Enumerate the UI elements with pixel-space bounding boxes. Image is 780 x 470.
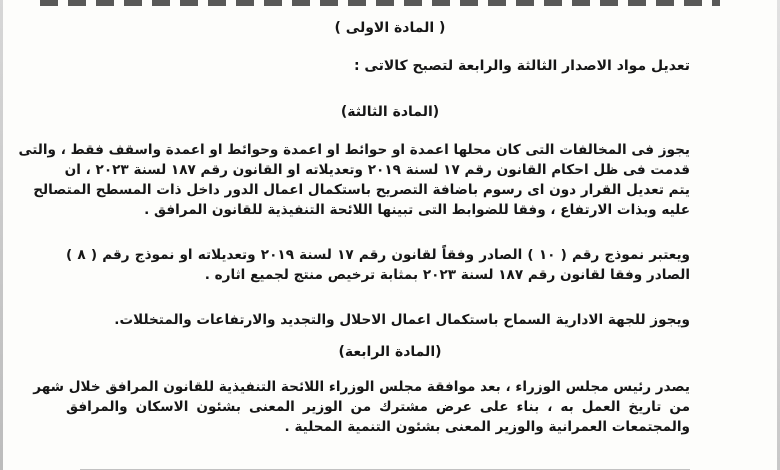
article-3-line-1: يجوز فى المخالفات التى كان محلها اعمدة او حوائط او اعمدة وحوائط او اعمدة واسقف فقط ، والتى <box>18 142 690 158</box>
admin-line: ويجوز للجهة الادارية السماح باستكمال اعمال الاحلال والتجديد والارتفاعات والمتخللات. <box>114 312 690 328</box>
article-3-line-3: يتم تعديل القرار دون اى رسوم باضافة التصريح باستكمال اعمال الدور داخل ذات المسطح المتصالح <box>33 182 690 198</box>
article-3-line-2: قدمت فى ظل احكام القانون رقم ١٧ لسنة ٢٠١٩ وتعديلاته او القانون رقم ١٨٧ لسنة ٢٠٢٣ ، ان <box>64 162 690 178</box>
article-4-line-1: يصدر رئيس مجلس الوزراء ، بعد موافقة مجلس الوزراء اللائحة التنفيذية للقانون المرافق خلال شهر <box>33 379 690 395</box>
intro-line: تعديل مواد الاصدار الثالثة والرابعة لتصبح كالاتى : <box>353 58 690 74</box>
top-border <box>40 0 720 6</box>
article-3-heading: (المادة الثالثة) <box>340 104 440 120</box>
article-1-heading: ( المادة الاولى ) <box>334 20 446 36</box>
model-line-2: الصادر وفقا لقانون رقم ١٨٧ لسنة ٢٠٢٣ بمثابة ترخيص منتج لجميع اثاره . <box>204 267 690 283</box>
left-scan-edge <box>0 0 3 470</box>
article-4-line-3: والمجتمعات العمرانية والوزير المعنى بشئون التنمية المحلية . <box>284 419 690 435</box>
model-line-1: ويعتبر نموذج رقم ( ١٠ ) الصادر وفقاً لقانون رقم ١٧ لسنة ٢٠١٩ وتعديلاته او نموذج رقم ( ٨ ) <box>66 247 691 263</box>
article-4-line-2: من تاريخ العمل به ، بناء على عرض مشترك من الوزير المعنى بشئون الاسكان والمرافق <box>66 399 690 415</box>
article-3-line-4: عليه وبذات الارتفاع ، وفقا للضوابط التى تبينها اللائحة التنفيذية للقانون المرافق . <box>144 202 690 218</box>
article-4-heading: (المادة الرابعة) <box>338 344 442 360</box>
